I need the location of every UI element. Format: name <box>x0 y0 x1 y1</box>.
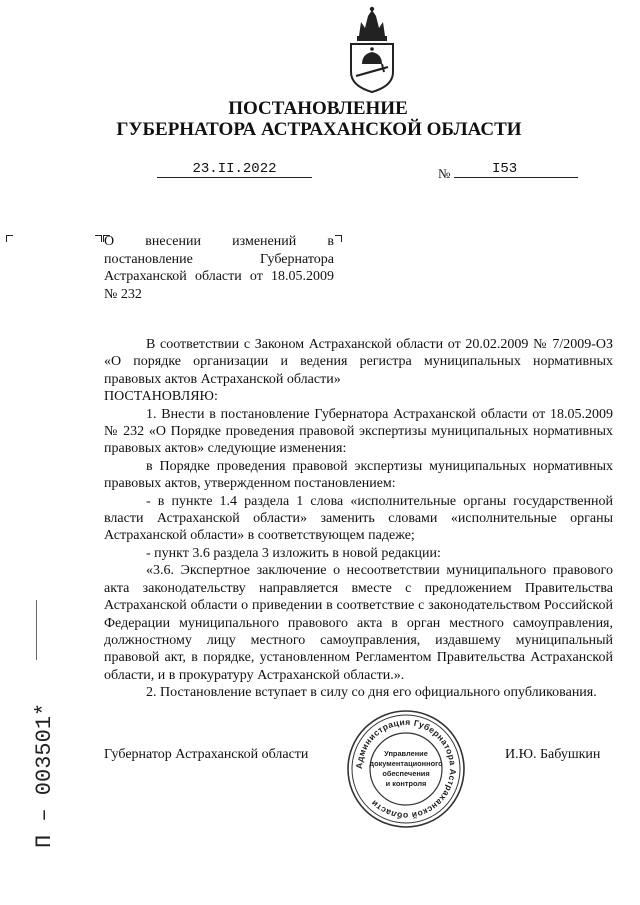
document-number: I53 <box>454 161 578 178</box>
document-body <box>104 336 613 702</box>
signatory-name: И.Ю. Бабушкин <box>505 747 601 762</box>
serial-code-text: П – 003501* <box>32 702 57 848</box>
body-paragraph: ПОСТАНОВЛЯЮ: <box>104 389 218 405</box>
stamp-ring-text: Администрация Губернатора Астраханской области <box>353 716 459 822</box>
document-date: 23.II.2022 <box>157 161 312 178</box>
coat-of-arms-icon <box>347 6 397 94</box>
body-paragraph: в Порядке проведения правовой экспертизы муниципальных нормативных правовых актов, утвержденном постановлением: <box>104 458 613 492</box>
official-stamp <box>345 708 467 830</box>
number-sign: № <box>438 166 451 181</box>
body-paragraph: В соответствии с Законом Астраханской области от 20.02.2009 № 7/2009-ОЗ «О порядке организации и ведения регистра муниципальных нормативных правовых актов Астраханской области» <box>104 337 613 387</box>
corner-mark-subject-left <box>95 235 102 242</box>
body-paragraph: 2. Постановление вступает в силу со дня его официального опубликования. <box>146 685 597 701</box>
document-title: ПОСТАНОВЛЕНИЕ <box>228 98 408 119</box>
stamp-line: документационного <box>369 759 443 768</box>
signatory-position: Губернатор Астраханской области <box>104 747 309 762</box>
body-paragraph: «3.6. Экспертное заключение о несоответствии муниципального правового акта законодательству направляется вместе с предложением Правительства Астраханской области о приведении в соответствие с законодательством Российской Федерации муниципального правового акта в орган местного самоуправления, должностному лицу местного самоуправления, издавшему муниципальный правовой акт, в порядке, установленном Регламентом Правительства Астраханской области, и в прокуратуру Астраханской области.». <box>104 563 613 683</box>
stamp-line: обеспечения <box>382 769 430 778</box>
issuer-title: ГУБЕРНАТОРА АСТРАХАНСКОЙ ОБЛАСТИ <box>116 119 522 140</box>
body-paragraph: - пункт 3.6 раздела 3 изложить в новой редакции: <box>146 545 441 561</box>
document-subject: О внесении изменений в постановление Губернатора Астраханской области от 18.05.2009 № 232 <box>104 234 334 302</box>
body-paragraph: 1. Внести в постановление Губернатора Астраханской области от 18.05.2009 № 232 «О Порядке проведения правовой экспертизы муниципальных нормативных правовых актов» следующие изменения: <box>104 406 613 457</box>
document-serial-code <box>12 690 62 850</box>
body-paragraph: - в пункте 1.4 раздела 1 слова «исполнительные органы государственной власти Астраханской области» заменить словами «исполнительные органы Астраханской области» в соответствующем падеже; <box>104 493 613 544</box>
margin-line <box>36 600 37 660</box>
corner-mark-left <box>6 235 13 242</box>
stamp-line: и контроля <box>385 779 427 788</box>
stamp-line: Управление <box>384 749 428 758</box>
corner-mark-subject-right <box>335 235 342 242</box>
